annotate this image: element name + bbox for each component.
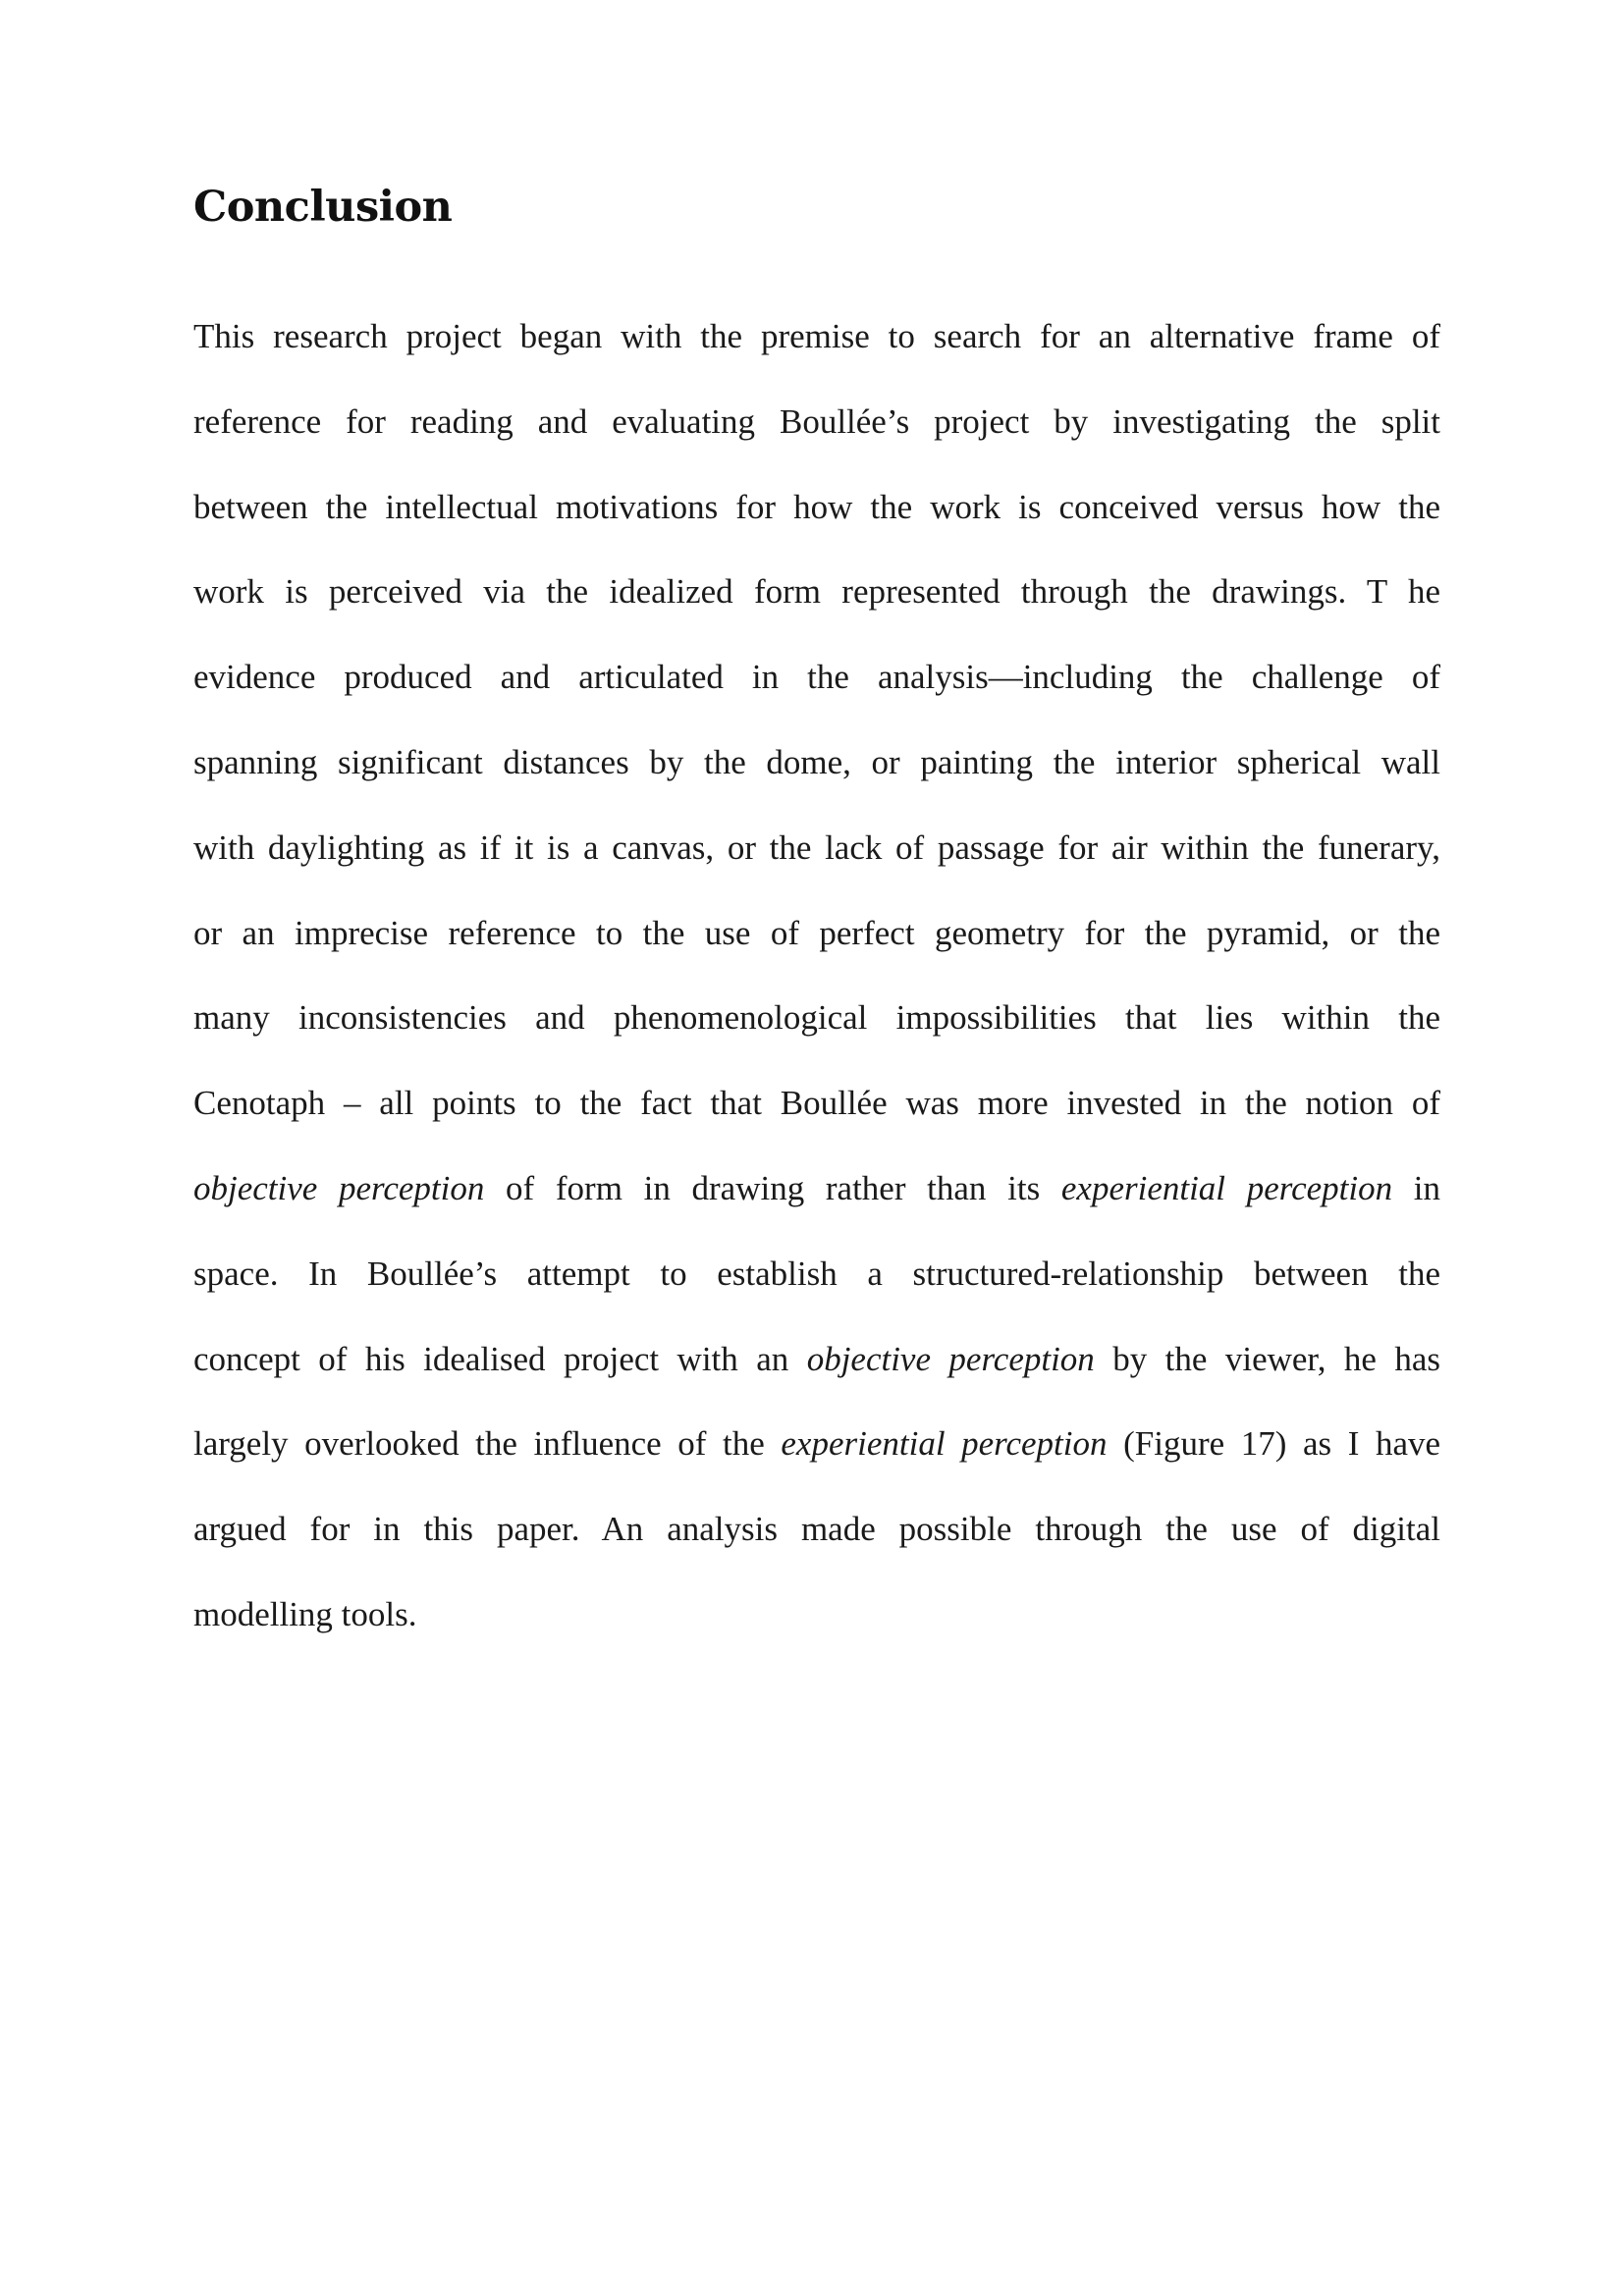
line-text: in: [1392, 1168, 1440, 1207]
line-text: by the viewer, he has: [1094, 1339, 1440, 1378]
paragraph-line: reference for reading and evaluating Boullée’s project by investigating the split: [193, 401, 1440, 441]
line-text: of form in drawing rather than its: [484, 1168, 1061, 1207]
paragraph-line: Cenotaph – all points to the fact that Boullée was more invested in the notion of: [193, 1084, 1440, 1123]
paragraph-line: evidence produced and articulated in the analysis—including the challenge of: [193, 658, 1440, 697]
paragraph-line: work is perceived via the idealized form represented through the drawings. T he: [193, 572, 1440, 612]
paragraph-line: or an imprecise reference to the use of perfect geometry for the pyramid, or the: [193, 913, 1440, 952]
line-text: concept of his idealised project with an: [193, 1339, 807, 1378]
line-text: largely overlooked the influence of the: [193, 1424, 782, 1464]
emphasis-objective-perception: objective perception: [193, 1168, 485, 1207]
emphasis-experiential-perception: experiential perception: [1060, 1168, 1393, 1207]
paragraph-line: This research project began with the premise to search for an alternative frame of: [193, 317, 1440, 355]
section-heading: Conclusion: [193, 183, 453, 232]
paragraph-line: modelling tools.: [193, 1594, 417, 1633]
emphasis-experiential-perception: experiential perception: [781, 1424, 1108, 1464]
paragraph-line: spanning significant distances by the dome, or painting the interior spherical wall: [193, 742, 1440, 781]
paragraph-line: argued for in this paper. An analysis made possible through the use of digital: [193, 1510, 1440, 1549]
paragraph-line: many inconsistencies and phenomenological impossibilities that lies within the: [193, 998, 1440, 1038]
emphasis-objective-perception: objective perception: [806, 1339, 1095, 1378]
line-text: (Figure 17) as I have: [1107, 1424, 1441, 1464]
paragraph-line: [193, 1317, 1440, 1403]
paragraph-line: with daylighting as if it is a canvas, or the lack of passage for air within the funerary,: [193, 828, 1440, 867]
paragraph-line: [193, 1402, 1440, 1487]
paragraph-line: space. In Boullée’s attempt to establish a structured-relationship between the: [193, 1254, 1440, 1293]
paragraph-line: between the intellectual motivations for how the work is conceived versus how the: [193, 487, 1440, 526]
conclusion-paragraph: [193, 294, 1440, 1658]
paragraph-line: [193, 1147, 1440, 1232]
